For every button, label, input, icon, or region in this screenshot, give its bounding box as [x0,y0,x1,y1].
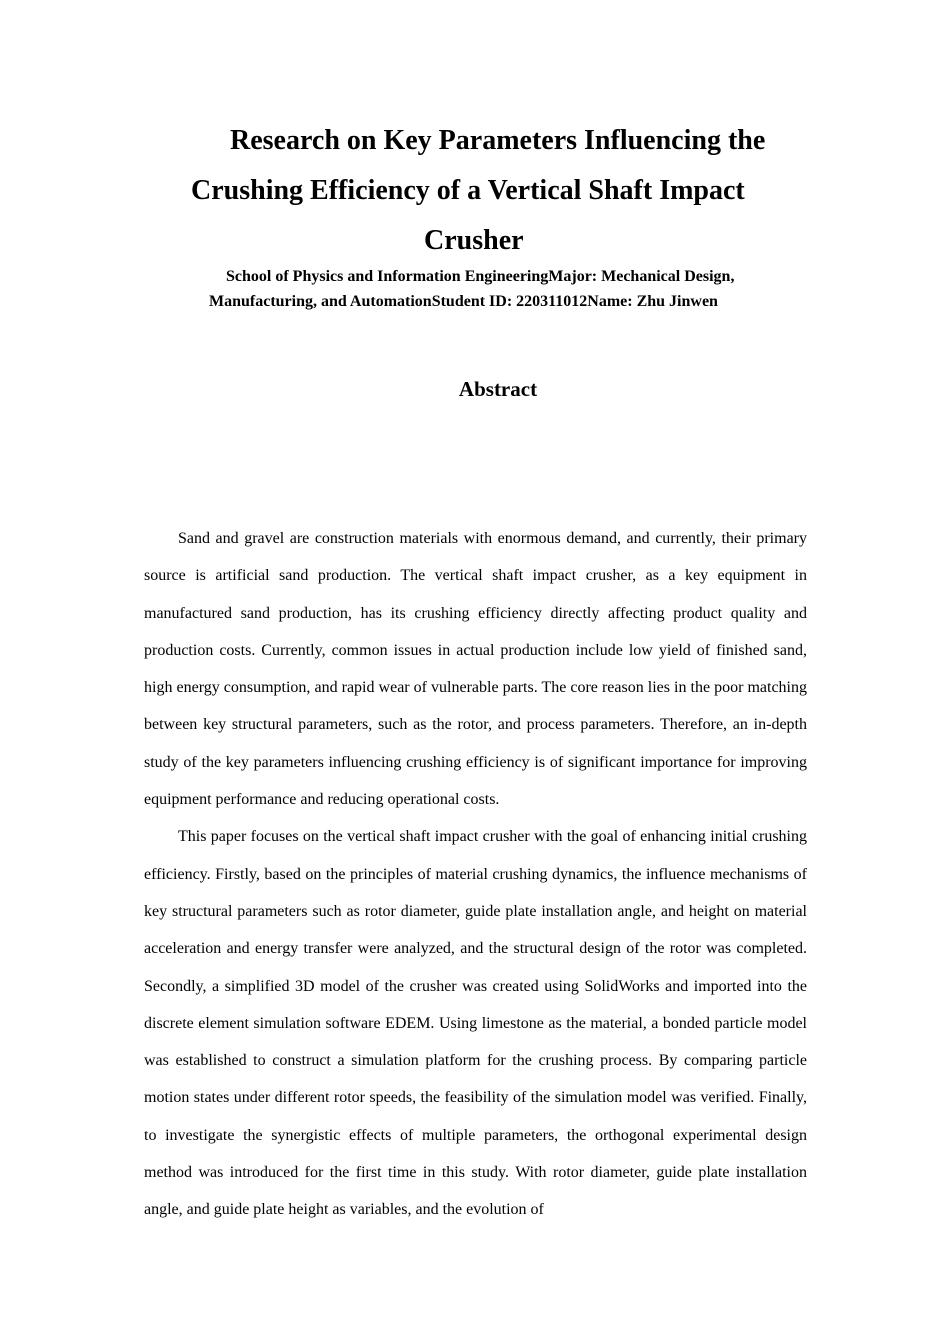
paper-title-line-2: Crushing Efficiency of a Vertical Shaft Impact [191,175,745,206]
abstract-heading: Abstract [458,377,538,401]
abstract-body [144,520,807,1229]
paper-title-line-3: Crusher [424,225,524,256]
abstract-paragraph-1: Sand and gravel are construction materials with enormous demand, and currently, their primary source is artificial sand production. The vertical shaft impact crusher, as a key equipment in manufactured sand production, has its crushing efficiency directly affecting product quality and production costs. Currently, common issues in actual production include low yield of finished sand, high energy consumption, and rapid wear of vulnerable parts. The core reason lies in the poor matching between key structural parameters, such as the rotor, and process parameters. Therefore, an in-depth study of the key parameters influencing crushing efficiency is of significant importance for improving equipment performance and reducing operational costs. [144,530,807,809]
paper-title-line-1: Research on Key Parameters Influencing the [230,125,766,156]
abstract-paragraph-2: This paper focuses on the vertical shaft impact crusher with the goal of enhancing initial crushing efficiency. Firstly, based on the principles of material crushing dynamics, the influence mechanisms of key structural parameters such as rotor diameter, guide plate installation angle, and height on material acceleration and energy transfer were analyzed, and the structural design of the rotor was completed. Secondly, a simplified 3D model of the crusher was created using SolidWorks and imported into the discrete element simulation software EDEM. Using limestone as the material, a bonded particle model was established to construct a simulation platform for the crushing process. By comparing particle motion states under different rotor speeds, the feasibility of the simulation model was verified. Finally, to investigate the synergistic effects of multiple parameters, the orthogonal experimental design method was introduced for the first time in this study. With rotor diameter, guide plate installation angle, and guide plate height as variables, and the evolution of [144,828,807,1219]
author-info-line-2: Manufacturing, and AutomationStudent ID: 220311012Name: Zhu Jinwen [209,293,718,310]
author-info-line-1: School of Physics and Information EngineeringMajor: Mechanical Design, [226,268,735,285]
